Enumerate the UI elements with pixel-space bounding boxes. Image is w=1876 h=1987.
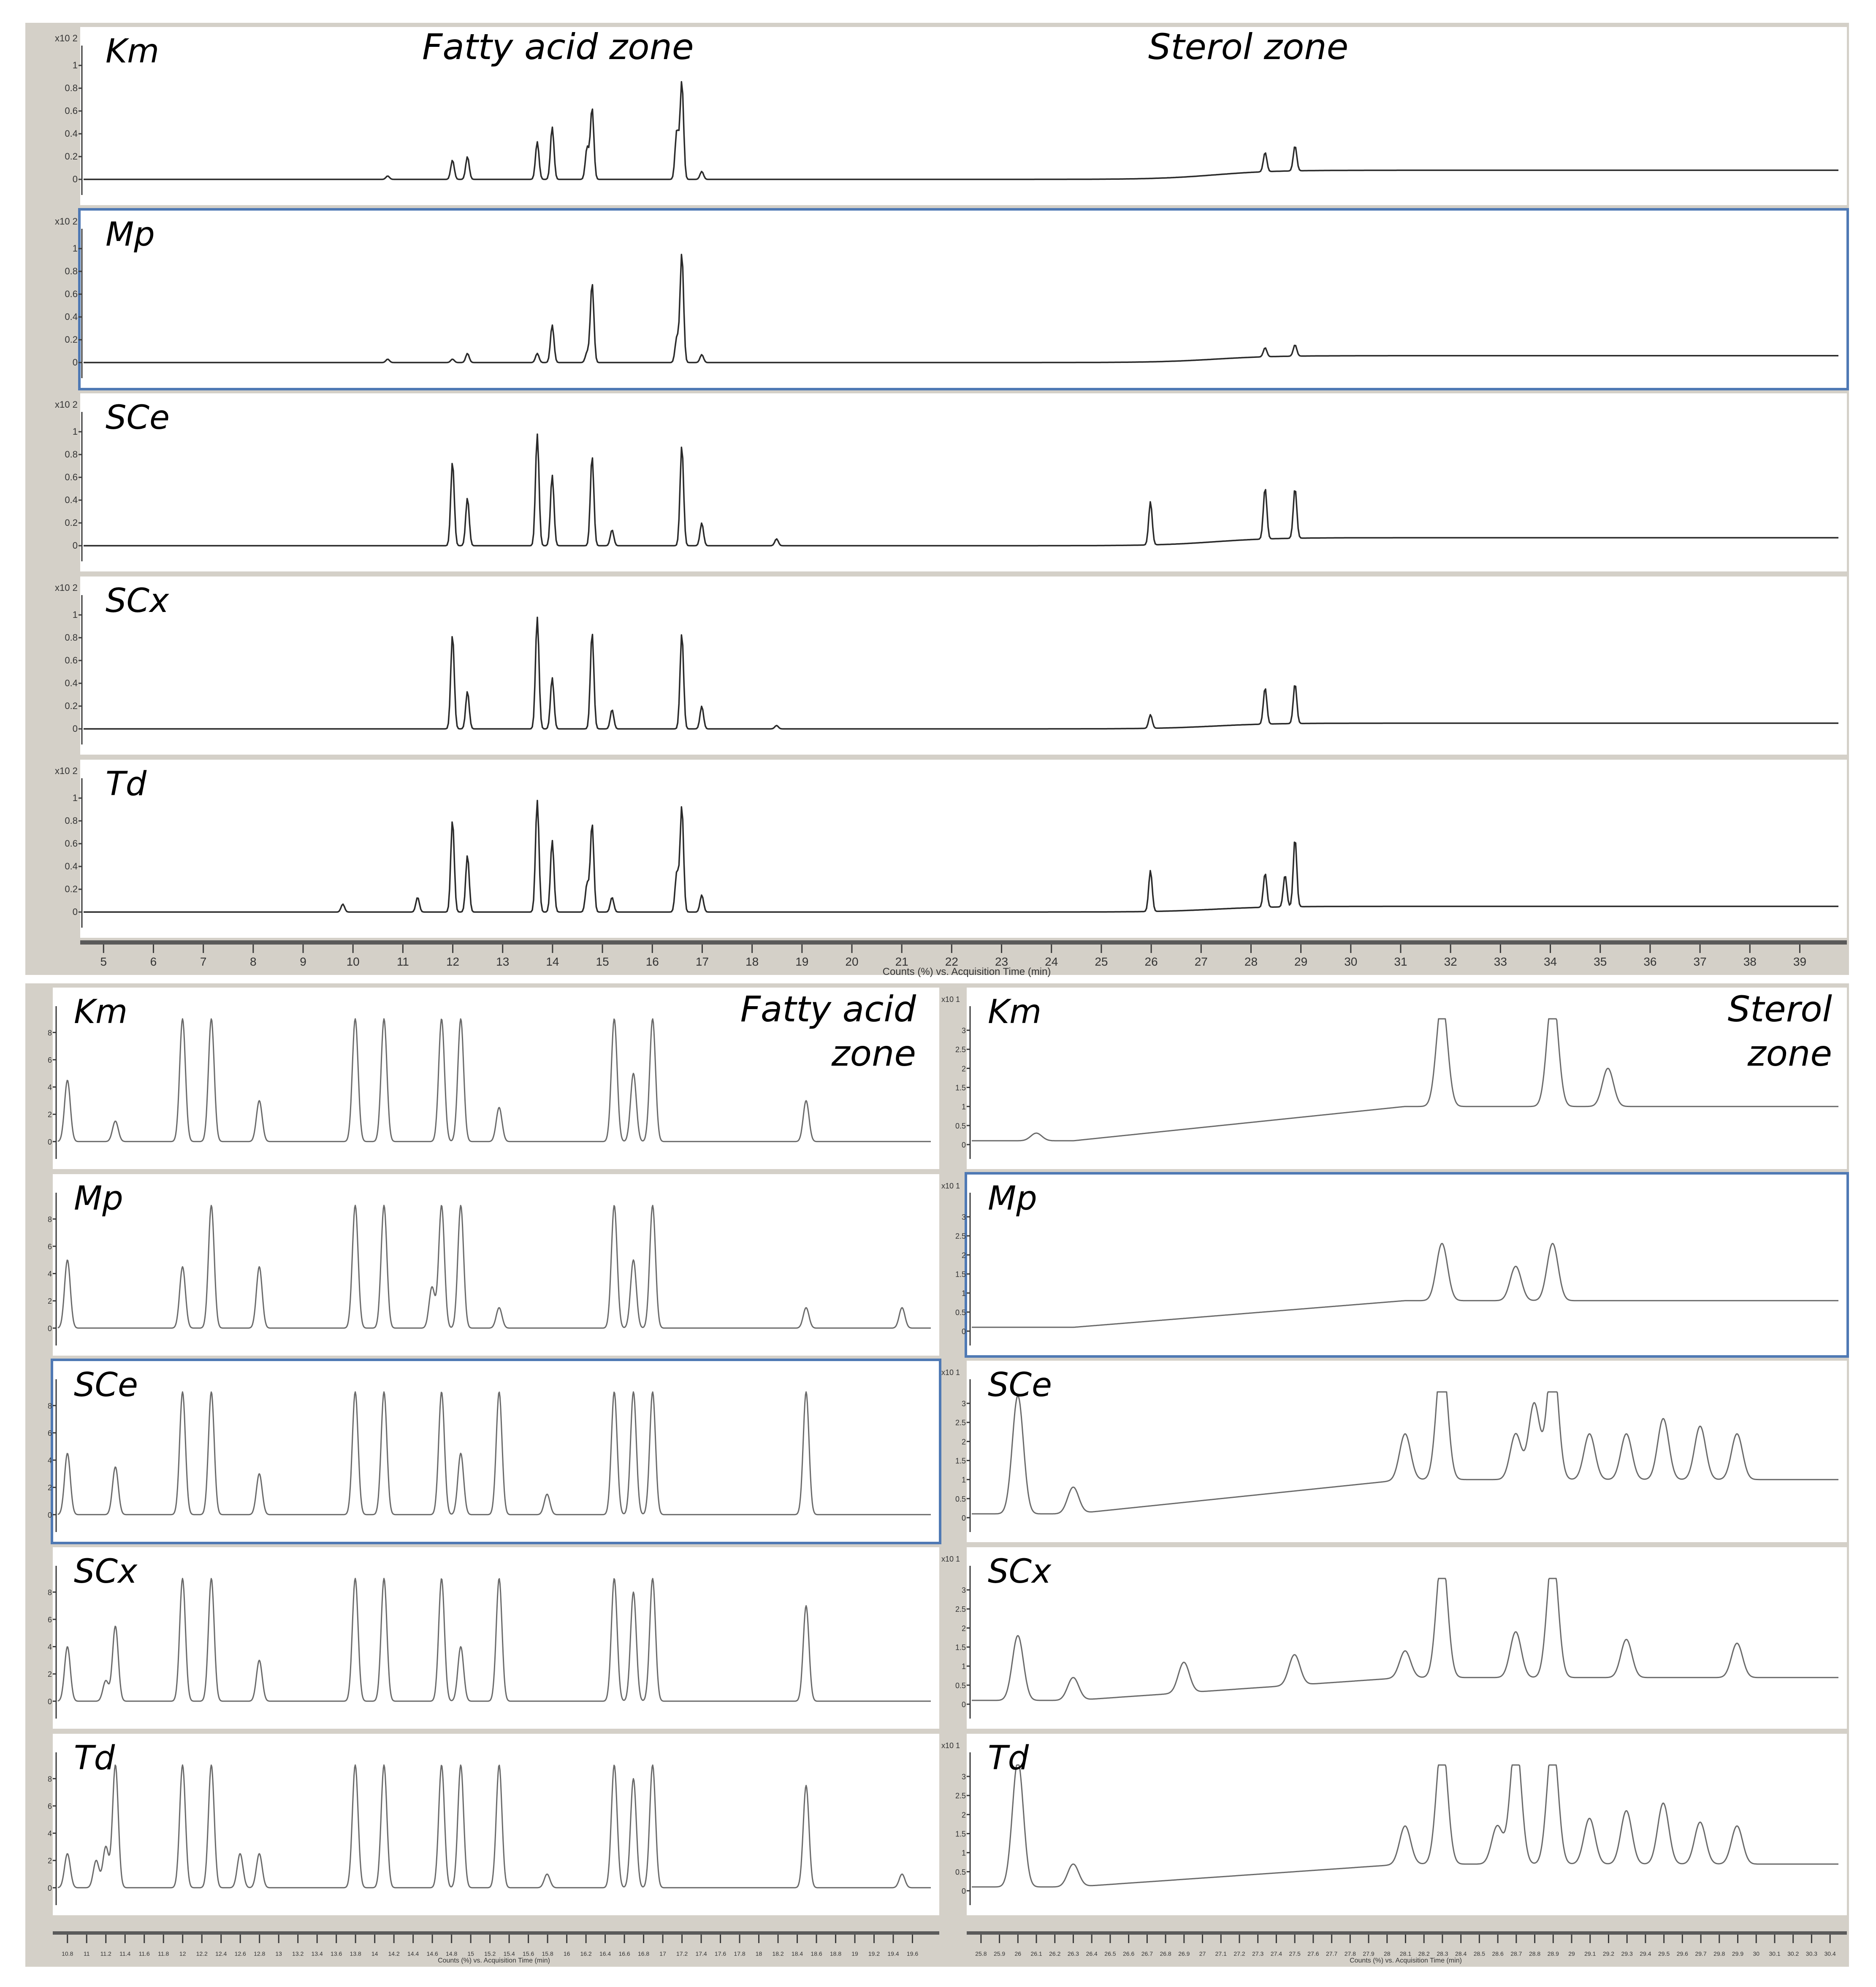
y-tick-label: 0.8 [65, 815, 78, 826]
sample-label: Km [988, 993, 1042, 1031]
x-tick-label: 29.2 [1602, 1950, 1615, 1957]
panel-background [80, 27, 1847, 205]
chromatogram-panel-km[interactable] [55, 27, 1847, 205]
y-multiplier: x10 1 [941, 1555, 960, 1563]
y-multiplier: x10 2 [55, 766, 78, 776]
x-tick-label: 28.4 [1455, 1950, 1467, 1957]
chromatogram-panel-km[interactable] [941, 988, 1847, 1169]
x-tick-label: 29.3 [1621, 1950, 1633, 1957]
y-tick-label: 0.2 [65, 701, 78, 711]
x-tick-label: 35 [1594, 955, 1607, 968]
x-tick-label: 15.4 [503, 1950, 515, 1957]
x-tick-label: 36 [1643, 955, 1657, 968]
x-tick-label: 11.4 [119, 1950, 131, 1957]
y-tick-label: 0 [72, 174, 78, 184]
x-tick-label: 7 [200, 955, 207, 968]
sample-label: SCx [74, 1553, 138, 1591]
x-tick-label: 15 [467, 1950, 474, 1957]
x-tick-label: 19 [795, 955, 809, 968]
y-tick-label: 2 [47, 1110, 52, 1119]
x-tick-label: 29.8 [1713, 1950, 1725, 1957]
x-tick-label: 27 [1194, 955, 1208, 968]
x-tick-label: 16.8 [637, 1950, 650, 1957]
y-tick-label: 6 [47, 1242, 52, 1251]
x-tick-label: 6 [150, 955, 157, 968]
y-tick-label: 2 [47, 1483, 52, 1492]
panel-background [80, 577, 1847, 755]
y-tick-label: 2.5 [955, 1419, 966, 1427]
x-tick-label: 27.3 [1252, 1950, 1264, 1957]
x-tick-label: 16 [563, 1950, 570, 1957]
y-tick-label: 6 [47, 1429, 52, 1437]
y-tick-label: 0.8 [65, 632, 78, 643]
y-tick-label: 0.2 [65, 151, 78, 162]
x-tick-label: 18 [755, 1950, 762, 1957]
y-tick-label: 0 [47, 1697, 52, 1706]
x-tick-label: 17.8 [734, 1950, 746, 1957]
x-tick-label: 29 [1294, 955, 1308, 968]
top-x-axis-label: Counts (%) vs. Acquisition Time (min) [882, 966, 1051, 977]
sample-label: SCe [106, 399, 170, 437]
fatty-acid-zone-label-line2: zone [831, 1033, 916, 1074]
fatty-acid-zone-chart [25, 983, 941, 1967]
x-tick-label: 16 [645, 955, 659, 968]
x-tick-label: 30 [1753, 1950, 1760, 1957]
x-tick-label: 17.4 [695, 1950, 707, 1957]
y-tick-label: 0.6 [65, 106, 78, 116]
panel-background [967, 1734, 1847, 1915]
chromatogram-panel-mp[interactable] [55, 209, 1848, 389]
y-tick-label: 2 [47, 1297, 52, 1306]
x-tick-label: 28 [1383, 1950, 1391, 1957]
y-tick-label: 0.4 [65, 495, 78, 505]
y-tick-label: 0.5 [955, 1121, 966, 1130]
chromatogram-panel-mp[interactable] [48, 1174, 939, 1356]
x-tick-label: 13 [496, 955, 510, 968]
x-tick-label: 15.2 [484, 1950, 496, 1957]
y-tick-label: 2 [961, 1251, 966, 1260]
x-tick-label: 14 [546, 955, 559, 968]
x-tick-label: 12.2 [196, 1950, 208, 1957]
x-tick-label: 28.1 [1399, 1950, 1412, 1957]
x-tick-label: 27 [1199, 1950, 1206, 1957]
chromatogram-panel-scx[interactable] [941, 1547, 1847, 1729]
sample-label: Km [106, 32, 160, 70]
y-tick-label: 3 [961, 1773, 966, 1781]
y-tick-label: 0.8 [65, 449, 78, 460]
y-tick-label: 0.5 [955, 1868, 966, 1876]
y-tick-label: 0 [47, 1511, 52, 1519]
x-tick-label: 18.2 [772, 1950, 784, 1957]
y-tick-label: 0.6 [65, 655, 78, 666]
y-tick-label: 2.5 [955, 1045, 966, 1054]
x-tick-label: 19 [851, 1950, 858, 1957]
panel-background [80, 760, 1847, 938]
x-tick-label: 28.6 [1492, 1950, 1504, 1957]
y-tick-label: 0.6 [65, 838, 78, 849]
sample-label: Td [988, 1739, 1029, 1777]
sample-label: SCx [988, 1553, 1052, 1591]
y-tick-label: 1 [72, 60, 78, 70]
y-tick-label: 6 [47, 1056, 52, 1064]
y-tick-label: 0.4 [65, 861, 78, 872]
y-tick-label: 4 [47, 1270, 52, 1278]
x-tick-label: 17 [695, 955, 709, 968]
x-tick-label: 15 [596, 955, 609, 968]
x-tick-label: 28.2 [1418, 1950, 1430, 1957]
y-tick-label: 2 [47, 1670, 52, 1679]
y-tick-label: 0 [72, 907, 78, 917]
x-tick-label: 14.4 [407, 1950, 419, 1957]
x-tick-label: 11 [396, 955, 409, 968]
x-tick-label: 20 [845, 955, 859, 968]
y-tick-label: 2.5 [955, 1605, 966, 1614]
x-tick-label: 16.4 [599, 1950, 611, 1957]
top-chart [25, 23, 1849, 977]
x-tick-label: 29 [1568, 1950, 1575, 1957]
x-tick-label: 28.7 [1510, 1950, 1522, 1957]
x-tick-label: 14 [371, 1950, 378, 1957]
x-tick-label: 15.6 [522, 1950, 534, 1957]
y-tick-label: 0.2 [65, 884, 78, 894]
x-tick-label: 37 [1693, 955, 1707, 968]
x-tick-label: 12.4 [215, 1950, 227, 1957]
x-tick-label: 30.3 [1806, 1950, 1818, 1957]
x-tick-label: 18 [746, 955, 759, 968]
y-tick-label: 0 [961, 1140, 966, 1149]
panel-background [80, 210, 1847, 388]
y-multiplier: x10 2 [55, 582, 78, 593]
y-tick-label: 8 [47, 1402, 52, 1410]
x-tick-label: 19.2 [868, 1950, 880, 1957]
y-tick-label: 6 [47, 1615, 52, 1624]
y-tick-label: 0.8 [65, 83, 78, 93]
x-tick-label: 13.4 [311, 1950, 323, 1957]
y-tick-label: 1 [961, 1102, 966, 1111]
y-tick-label: 0.5 [955, 1308, 966, 1317]
fatty-acid-x-axis-bar [53, 1931, 939, 1935]
y-multiplier: x10 1 [941, 995, 960, 1004]
x-tick-label: 28.3 [1437, 1950, 1448, 1957]
x-tick-label: 26.4 [1086, 1950, 1098, 1957]
sterol-zone-chart [941, 983, 1849, 1967]
x-tick-label: 30.2 [1787, 1950, 1799, 1957]
y-multiplier: x10 2 [55, 216, 78, 227]
y-tick-label: 2 [961, 1811, 966, 1819]
sample-label: Mp [106, 216, 155, 254]
x-tick-label: 13 [275, 1950, 282, 1957]
x-tick-label: 31 [1394, 955, 1407, 968]
y-tick-label: 6 [47, 1802, 52, 1811]
y-tick-label: 0 [47, 1884, 52, 1892]
x-tick-label: 26 [1144, 955, 1158, 968]
y-tick-label: 0.5 [955, 1494, 966, 1503]
chromatogram-panel-sce[interactable] [55, 393, 1847, 571]
x-tick-label: 27.1 [1215, 1950, 1227, 1957]
y-tick-label: 2 [961, 1064, 966, 1073]
chromatogram-panel-sce[interactable] [941, 1361, 1847, 1542]
chromatogram-panel-mp[interactable] [941, 1173, 1848, 1356]
y-tick-label: 4 [47, 1829, 52, 1838]
x-tick-label: 25 [1095, 955, 1108, 968]
panel-background [967, 1547, 1847, 1729]
y-tick-label: 3 [961, 1586, 966, 1595]
x-tick-label: 9 [300, 955, 306, 968]
panel-background [80, 393, 1847, 571]
y-tick-label: 0.6 [65, 472, 78, 482]
y-tick-label: 1.5 [955, 1643, 966, 1652]
chromatogram-panel-td[interactable] [941, 1734, 1847, 1915]
y-tick-label: 0.4 [65, 678, 78, 688]
panel-background [967, 1361, 1847, 1542]
x-tick-label: 28.9 [1547, 1950, 1559, 1957]
sample-label: Td [106, 765, 147, 803]
x-tick-label: 18.8 [830, 1950, 842, 1957]
panel-background [967, 988, 1847, 1169]
x-tick-label: 26.6 [1123, 1950, 1135, 1957]
x-tick-label: 30.1 [1769, 1950, 1781, 1957]
x-tick-label: 11 [83, 1950, 90, 1957]
x-tick-label: 11.8 [158, 1950, 169, 1957]
y-tick-label: 1 [72, 243, 78, 254]
y-tick-label: 1 [961, 1662, 966, 1671]
y-tick-label: 8 [47, 1588, 52, 1597]
x-tick-label: 14.8 [446, 1950, 458, 1957]
y-multiplier: x10 1 [941, 1182, 960, 1190]
y-tick-label: 8 [47, 1775, 52, 1784]
x-tick-label: 12.6 [234, 1950, 246, 1957]
sample-label: SCe [74, 1366, 138, 1404]
y-tick-label: 0.5 [955, 1681, 966, 1690]
x-tick-label: 34 [1543, 955, 1557, 968]
y-tick-label: 1 [72, 426, 78, 437]
y-tick-label: 0 [961, 1327, 966, 1336]
x-tick-label: 10.8 [62, 1950, 73, 1957]
y-tick-label: 0 [961, 1887, 966, 1895]
y-multiplier: x10 2 [55, 33, 78, 43]
x-tick-label: 27.6 [1307, 1950, 1319, 1957]
sample-label: Km [74, 993, 128, 1031]
x-tick-label: 19.4 [887, 1950, 899, 1957]
y-tick-label: 2 [47, 1857, 52, 1865]
chromatogram-panel-scx[interactable] [55, 577, 1847, 755]
x-tick-label: 29.4 [1640, 1950, 1651, 1957]
x-tick-label: 18.6 [811, 1950, 822, 1957]
fatty-acid-x-axis-label: Counts (%) vs. Acquisition Time (min) [438, 1957, 550, 1964]
x-tick-label: 33 [1494, 955, 1507, 968]
y-tick-label: 0.4 [65, 311, 78, 322]
y-multiplier: x10 1 [941, 1368, 960, 1377]
y-tick-label: 0 [47, 1324, 52, 1333]
y-tick-label: 1 [961, 1475, 966, 1484]
y-tick-label: 0.2 [65, 517, 78, 528]
sterol-x-axis-label: Counts (%) vs. Acquisition Time (min) [1350, 1957, 1462, 1964]
chromatogram-panel-scx[interactable] [48, 1547, 939, 1729]
x-tick-label: 28.5 [1473, 1950, 1486, 1957]
x-tick-label: 26.2 [1049, 1950, 1061, 1957]
y-tick-label: 3 [961, 1026, 966, 1035]
y-tick-label: 2 [961, 1624, 966, 1633]
x-tick-label: 39 [1793, 955, 1807, 968]
top-x-axis-bar [80, 940, 1847, 945]
x-tick-label: 16.2 [580, 1950, 592, 1957]
x-tick-label: 27.7 [1326, 1950, 1338, 1957]
x-tick-label: 27.9 [1363, 1950, 1374, 1957]
y-multiplier: x10 1 [941, 1741, 960, 1750]
x-tick-label: 21 [895, 955, 908, 968]
y-tick-label: 1 [961, 1289, 966, 1298]
x-tick-label: 12.8 [254, 1950, 266, 1957]
chromatogram-panel-sce[interactable] [48, 1360, 940, 1543]
x-tick-label: 17 [659, 1950, 666, 1957]
sample-label: SCe [988, 1366, 1052, 1404]
x-tick-label: 22 [945, 955, 958, 968]
x-tick-label: 24 [1045, 955, 1058, 968]
sample-label: SCx [106, 582, 169, 620]
sterol-zone-label-line2: zone [1747, 1033, 1832, 1074]
x-tick-label: 27.5 [1289, 1950, 1301, 1957]
y-tick-label: 0 [961, 1513, 966, 1522]
x-tick-label: 25.9 [993, 1950, 1006, 1957]
panel-background [967, 1174, 1847, 1356]
x-tick-label: 19.6 [906, 1950, 919, 1957]
x-tick-label: 13.8 [350, 1950, 361, 1957]
fatty-acid-zone-label-line1: Fatty acid [740, 988, 916, 1030]
y-tick-label: 3 [961, 1400, 966, 1408]
x-tick-label: 14.2 [388, 1950, 400, 1957]
sample-label: Mp [988, 1180, 1037, 1218]
y-tick-label: 0 [72, 357, 78, 368]
y-tick-label: 2.5 [955, 1232, 966, 1241]
x-tick-label: 29.9 [1732, 1950, 1744, 1957]
y-tick-label: 3 [961, 1213, 966, 1222]
x-tick-label: 26 [1014, 1950, 1022, 1957]
x-tick-label: 11.6 [138, 1950, 150, 1957]
x-tick-label: 27.8 [1344, 1950, 1356, 1957]
y-tick-label: 2.5 [955, 1792, 966, 1800]
x-tick-label: 29.7 [1695, 1950, 1707, 1957]
y-multiplier: x10 2 [55, 399, 78, 410]
x-tick-label: 29.1 [1584, 1950, 1596, 1957]
y-tick-label: 1.5 [955, 1270, 966, 1279]
y-tick-label: 0.4 [65, 128, 78, 139]
y-tick-label: 4 [47, 1083, 52, 1092]
y-tick-label: 0 [961, 1700, 966, 1709]
chromatogram-panel-td[interactable] [55, 760, 1847, 938]
x-tick-label: 26.3 [1067, 1950, 1079, 1957]
top-sterol-zone-label: Sterol zone [1148, 26, 1349, 68]
x-tick-label: 26.1 [1030, 1950, 1042, 1957]
x-tick-label: 11.2 [100, 1950, 111, 1957]
x-tick-label: 30 [1344, 955, 1358, 968]
y-tick-label: 0.6 [65, 289, 78, 299]
x-tick-label: 14.6 [426, 1950, 438, 1957]
sample-label: Mp [74, 1180, 123, 1218]
x-tick-label: 26.7 [1141, 1950, 1153, 1957]
y-tick-label: 1.5 [955, 1083, 966, 1092]
y-tick-label: 1.5 [955, 1456, 966, 1465]
y-tick-label: 8 [47, 1029, 52, 1037]
x-tick-label: 28.8 [1529, 1950, 1541, 1957]
y-tick-label: 1 [72, 793, 78, 803]
x-tick-label: 27.2 [1233, 1950, 1245, 1957]
x-tick-label: 8 [250, 955, 257, 968]
x-tick-label: 10 [346, 955, 360, 968]
x-tick-label: 18.4 [791, 1950, 803, 1957]
x-tick-label: 12 [446, 955, 460, 968]
sample-label: Td [74, 1739, 115, 1777]
y-tick-label: 0 [72, 723, 78, 734]
y-tick-label: 4 [47, 1456, 52, 1465]
x-tick-label: 13.2 [292, 1950, 304, 1957]
x-tick-label: 16.6 [618, 1950, 630, 1957]
x-tick-label: 29.5 [1658, 1950, 1670, 1957]
x-tick-label: 27.4 [1270, 1950, 1282, 1957]
x-tick-label: 26.8 [1160, 1950, 1171, 1957]
x-tick-label: 26.5 [1104, 1950, 1116, 1957]
x-tick-label: 17.6 [714, 1950, 727, 1957]
y-tick-label: 0 [72, 540, 78, 551]
x-tick-label: 17.2 [676, 1950, 688, 1957]
y-tick-label: 8 [47, 1215, 52, 1224]
y-tick-label: 0.2 [65, 334, 78, 345]
x-tick-label: 13.6 [331, 1950, 342, 1957]
y-tick-label: 4 [47, 1643, 52, 1651]
x-tick-label: 15.8 [542, 1950, 553, 1957]
x-tick-label: 26.9 [1178, 1950, 1190, 1957]
sterol-x-axis-bar [967, 1931, 1847, 1935]
x-tick-label: 38 [1743, 955, 1757, 968]
y-tick-label: 0.8 [65, 266, 78, 276]
panel-background [53, 1174, 939, 1356]
sterol-zone-label-line1: Sterol [1727, 988, 1832, 1030]
y-tick-label: 1.5 [955, 1830, 966, 1838]
top-fatty-acid-zone-label: Fatty acid zone [422, 26, 694, 68]
x-tick-label: 23 [995, 955, 1008, 968]
x-tick-label: 30.4 [1824, 1950, 1836, 1957]
chromatogram-panel-td[interactable] [48, 1734, 939, 1915]
y-tick-label: 0 [47, 1137, 52, 1146]
x-tick-label: 5 [100, 955, 107, 968]
x-tick-label: 25.8 [975, 1950, 987, 1957]
x-tick-label: 28 [1244, 955, 1258, 968]
x-tick-label: 29.6 [1676, 1950, 1688, 1957]
y-tick-label: 1 [72, 609, 78, 620]
x-tick-label: 12 [179, 1950, 186, 1957]
x-tick-label: 32 [1444, 955, 1457, 968]
y-tick-label: 2 [961, 1437, 966, 1446]
y-tick-label: 1 [961, 1849, 966, 1857]
